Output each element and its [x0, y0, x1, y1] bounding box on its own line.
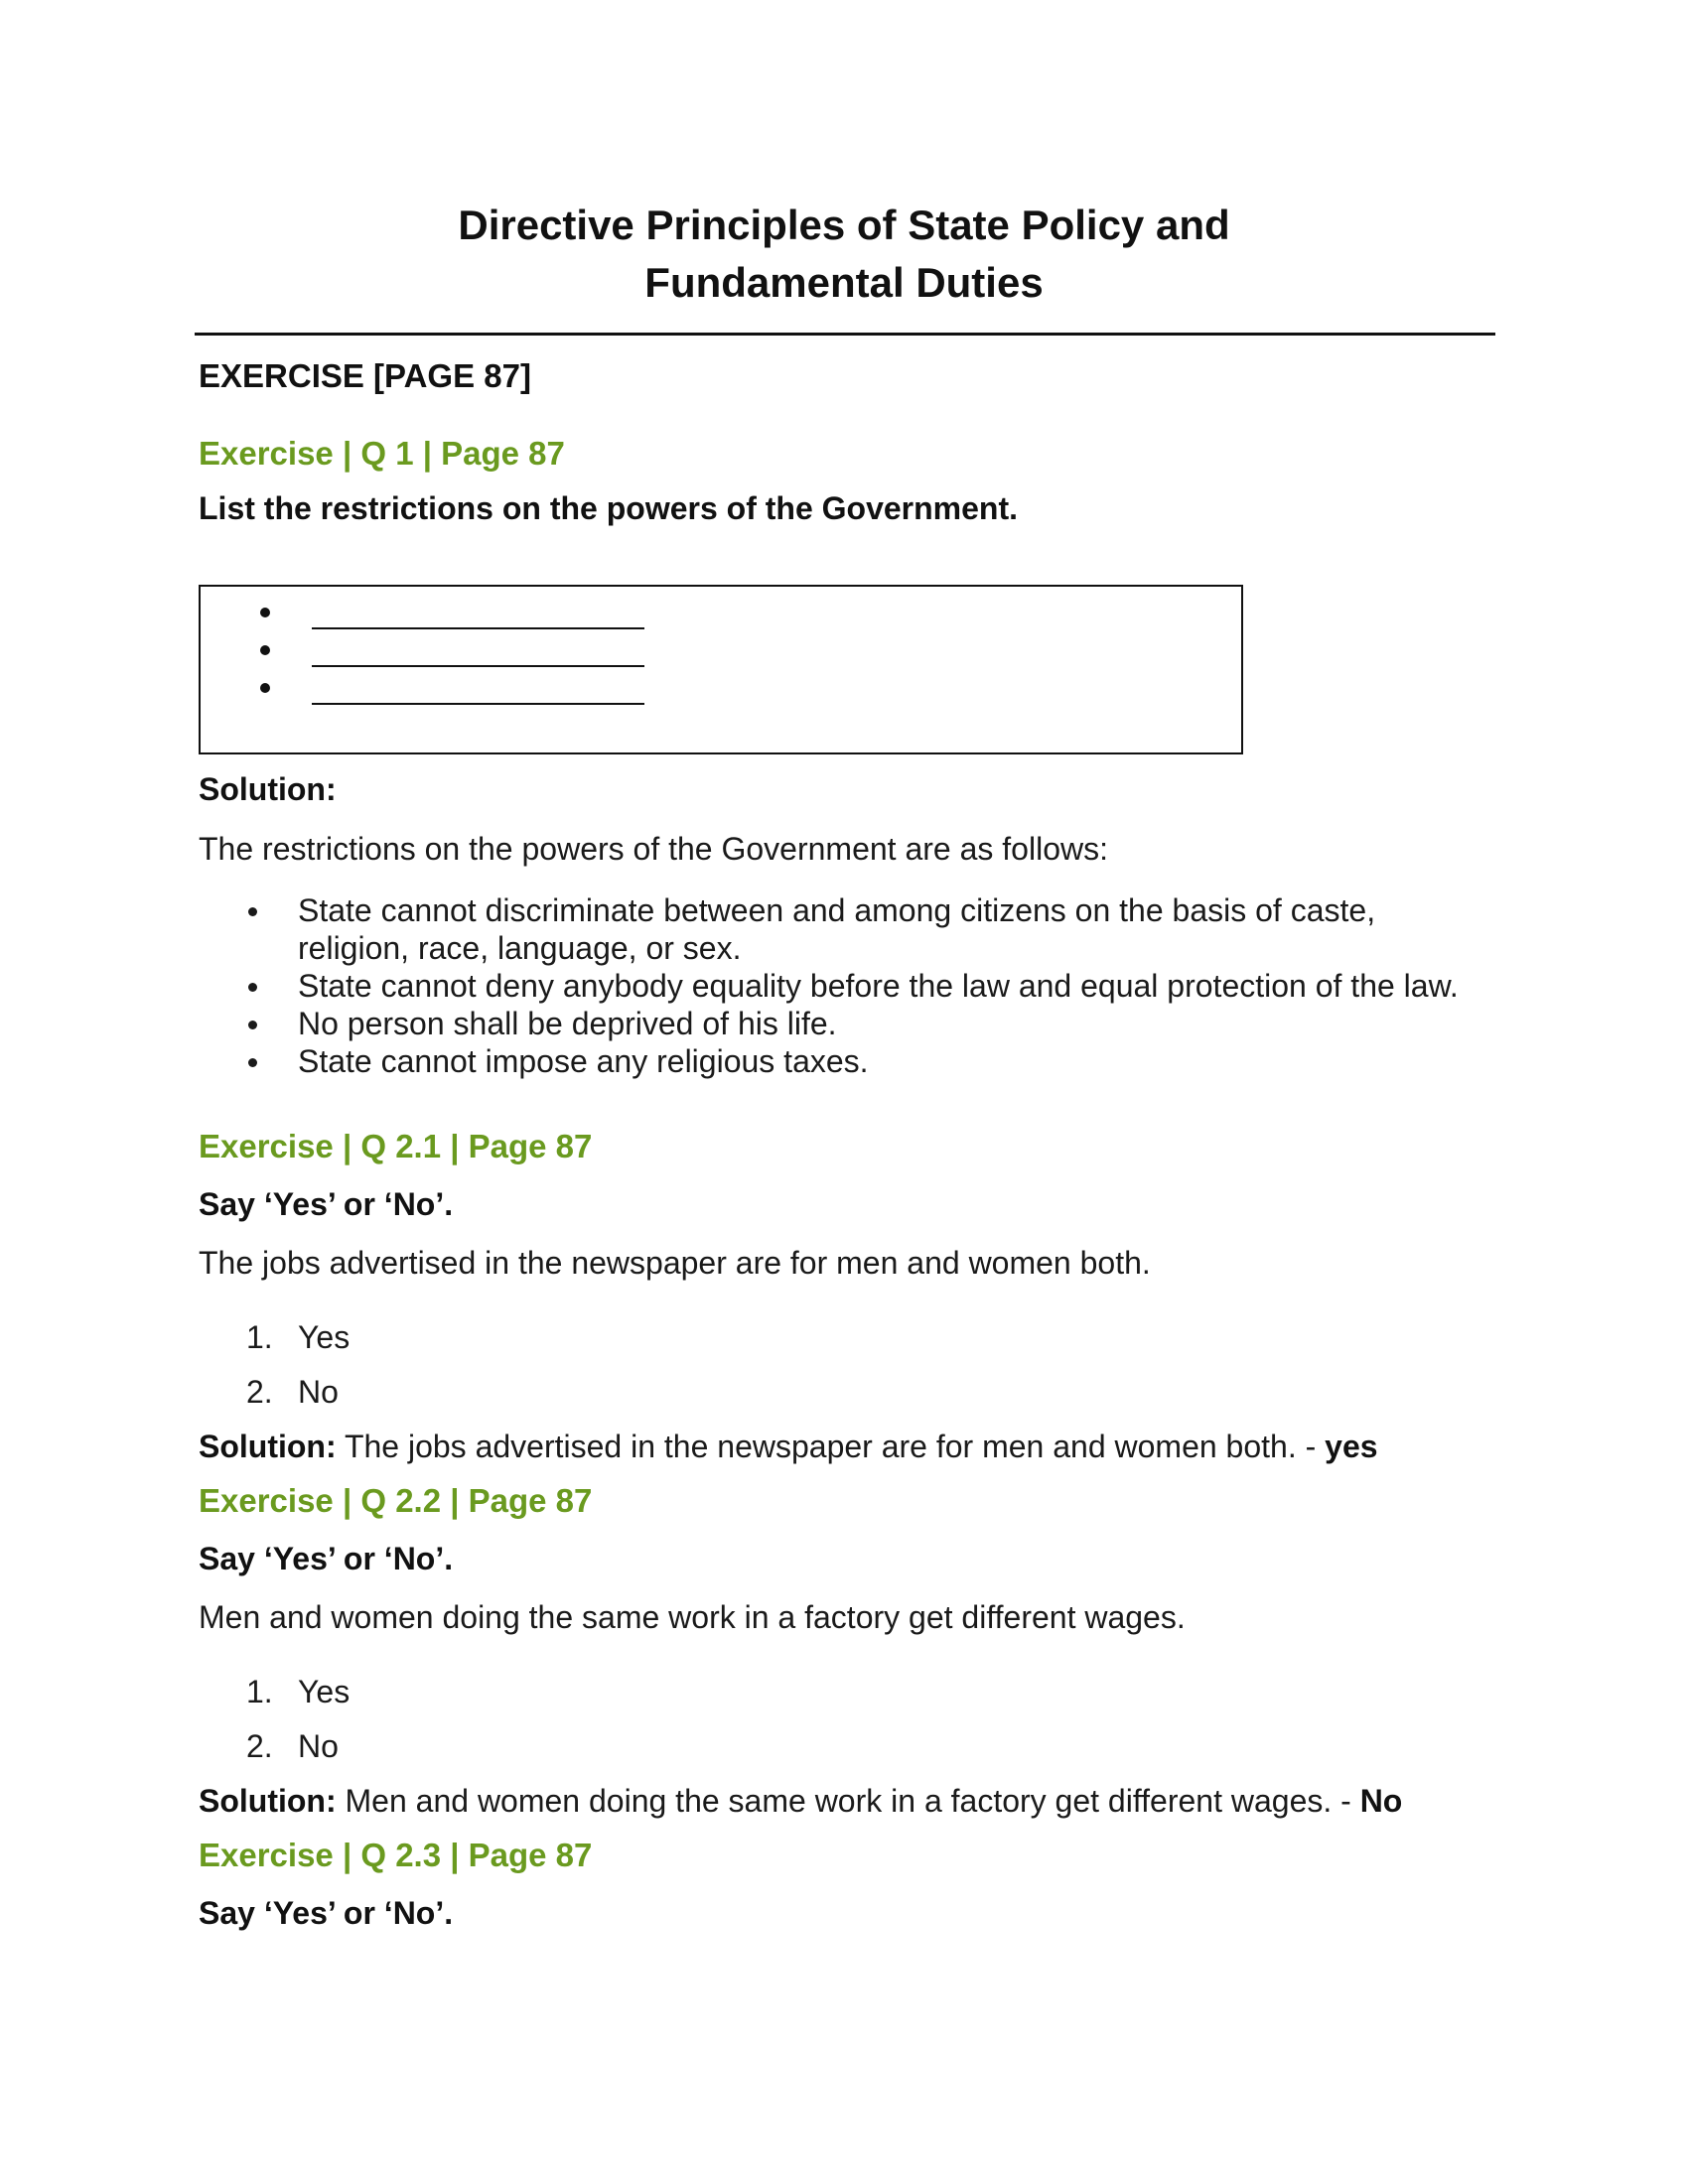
statement-q2-1: The jobs advertised in the newspaper are for men and women both. — [199, 1245, 1151, 1281]
bullet-icon — [248, 1058, 257, 1067]
list-item: No person shall be deprived of his life. — [199, 1005, 1489, 1042]
question-q1: List the restrictions on the powers of the Government. — [199, 490, 1018, 526]
bullet-icon — [248, 983, 257, 992]
instruction-q2-1: Say ‘Yes’ or ‘No’. — [199, 1186, 454, 1222]
exercise-label-q1: Exercise | Q 1 | Page 87 — [199, 435, 565, 472]
option-no-q2-2: 2. No — [246, 1728, 339, 1764]
document-title — [199, 197, 1489, 312]
blank-line — [312, 665, 644, 667]
bullet-icon — [248, 907, 257, 916]
solution-q2-2: Solution: Men and women doing the same work in a factory get different wages. - No — [199, 1783, 1403, 1819]
exercise-label-q2-1: Exercise | Q 2.1 | Page 87 — [199, 1128, 593, 1164]
title-divider — [195, 333, 1495, 336]
bullet-icon — [260, 608, 270, 617]
list-item: State cannot impose any religious taxes. — [199, 1042, 1489, 1080]
blank-answer-row — [260, 639, 657, 669]
exercise-label-q2-2: Exercise | Q 2.2 | Page 87 — [199, 1482, 593, 1519]
solution-intro-q1: The restrictions on the powers of the Government are as follows: — [199, 831, 1108, 867]
solution-list-q1 — [199, 891, 1489, 1080]
bullet-icon — [260, 683, 270, 693]
option-yes-q2-2: 1. Yes — [246, 1674, 351, 1709]
exercise-label-q2-3: Exercise | Q 2.3 | Page 87 — [199, 1837, 593, 1873]
title-line-1: Directive Principles of State Policy and — [458, 202, 1230, 248]
blank-answer-row — [260, 602, 657, 631]
answer-box — [199, 585, 1243, 754]
bullet-icon — [260, 645, 270, 655]
solution-label-q1: Solution: — [199, 771, 337, 807]
bullet-icon — [248, 1021, 257, 1029]
statement-q2-2: Men and women doing the same work in a factory get different wages. — [199, 1599, 1186, 1635]
list-item: State cannot discriminate between and among citizens on the basis of caste, religion, race, language, or sex. — [199, 891, 1489, 967]
instruction-q2-3: Say ‘Yes’ or ‘No’. — [199, 1895, 454, 1931]
blank-answer-row — [260, 677, 657, 707]
section-heading: EXERCISE [PAGE 87] — [199, 357, 531, 394]
blank-line — [312, 627, 644, 629]
option-yes-q2-1: 1. Yes — [246, 1319, 351, 1355]
solution-q2-1: Solution: The jobs advertised in the newspaper are for men and women both. - yes — [199, 1429, 1378, 1464]
option-no-q2-1: 2. No — [246, 1374, 339, 1410]
title-line-2: Fundamental Duties — [644, 259, 1044, 306]
list-item: State cannot deny anybody equality before the law and equal protection of the law. — [199, 967, 1489, 1005]
instruction-q2-2: Say ‘Yes’ or ‘No’. — [199, 1541, 454, 1576]
blank-line — [312, 703, 644, 705]
